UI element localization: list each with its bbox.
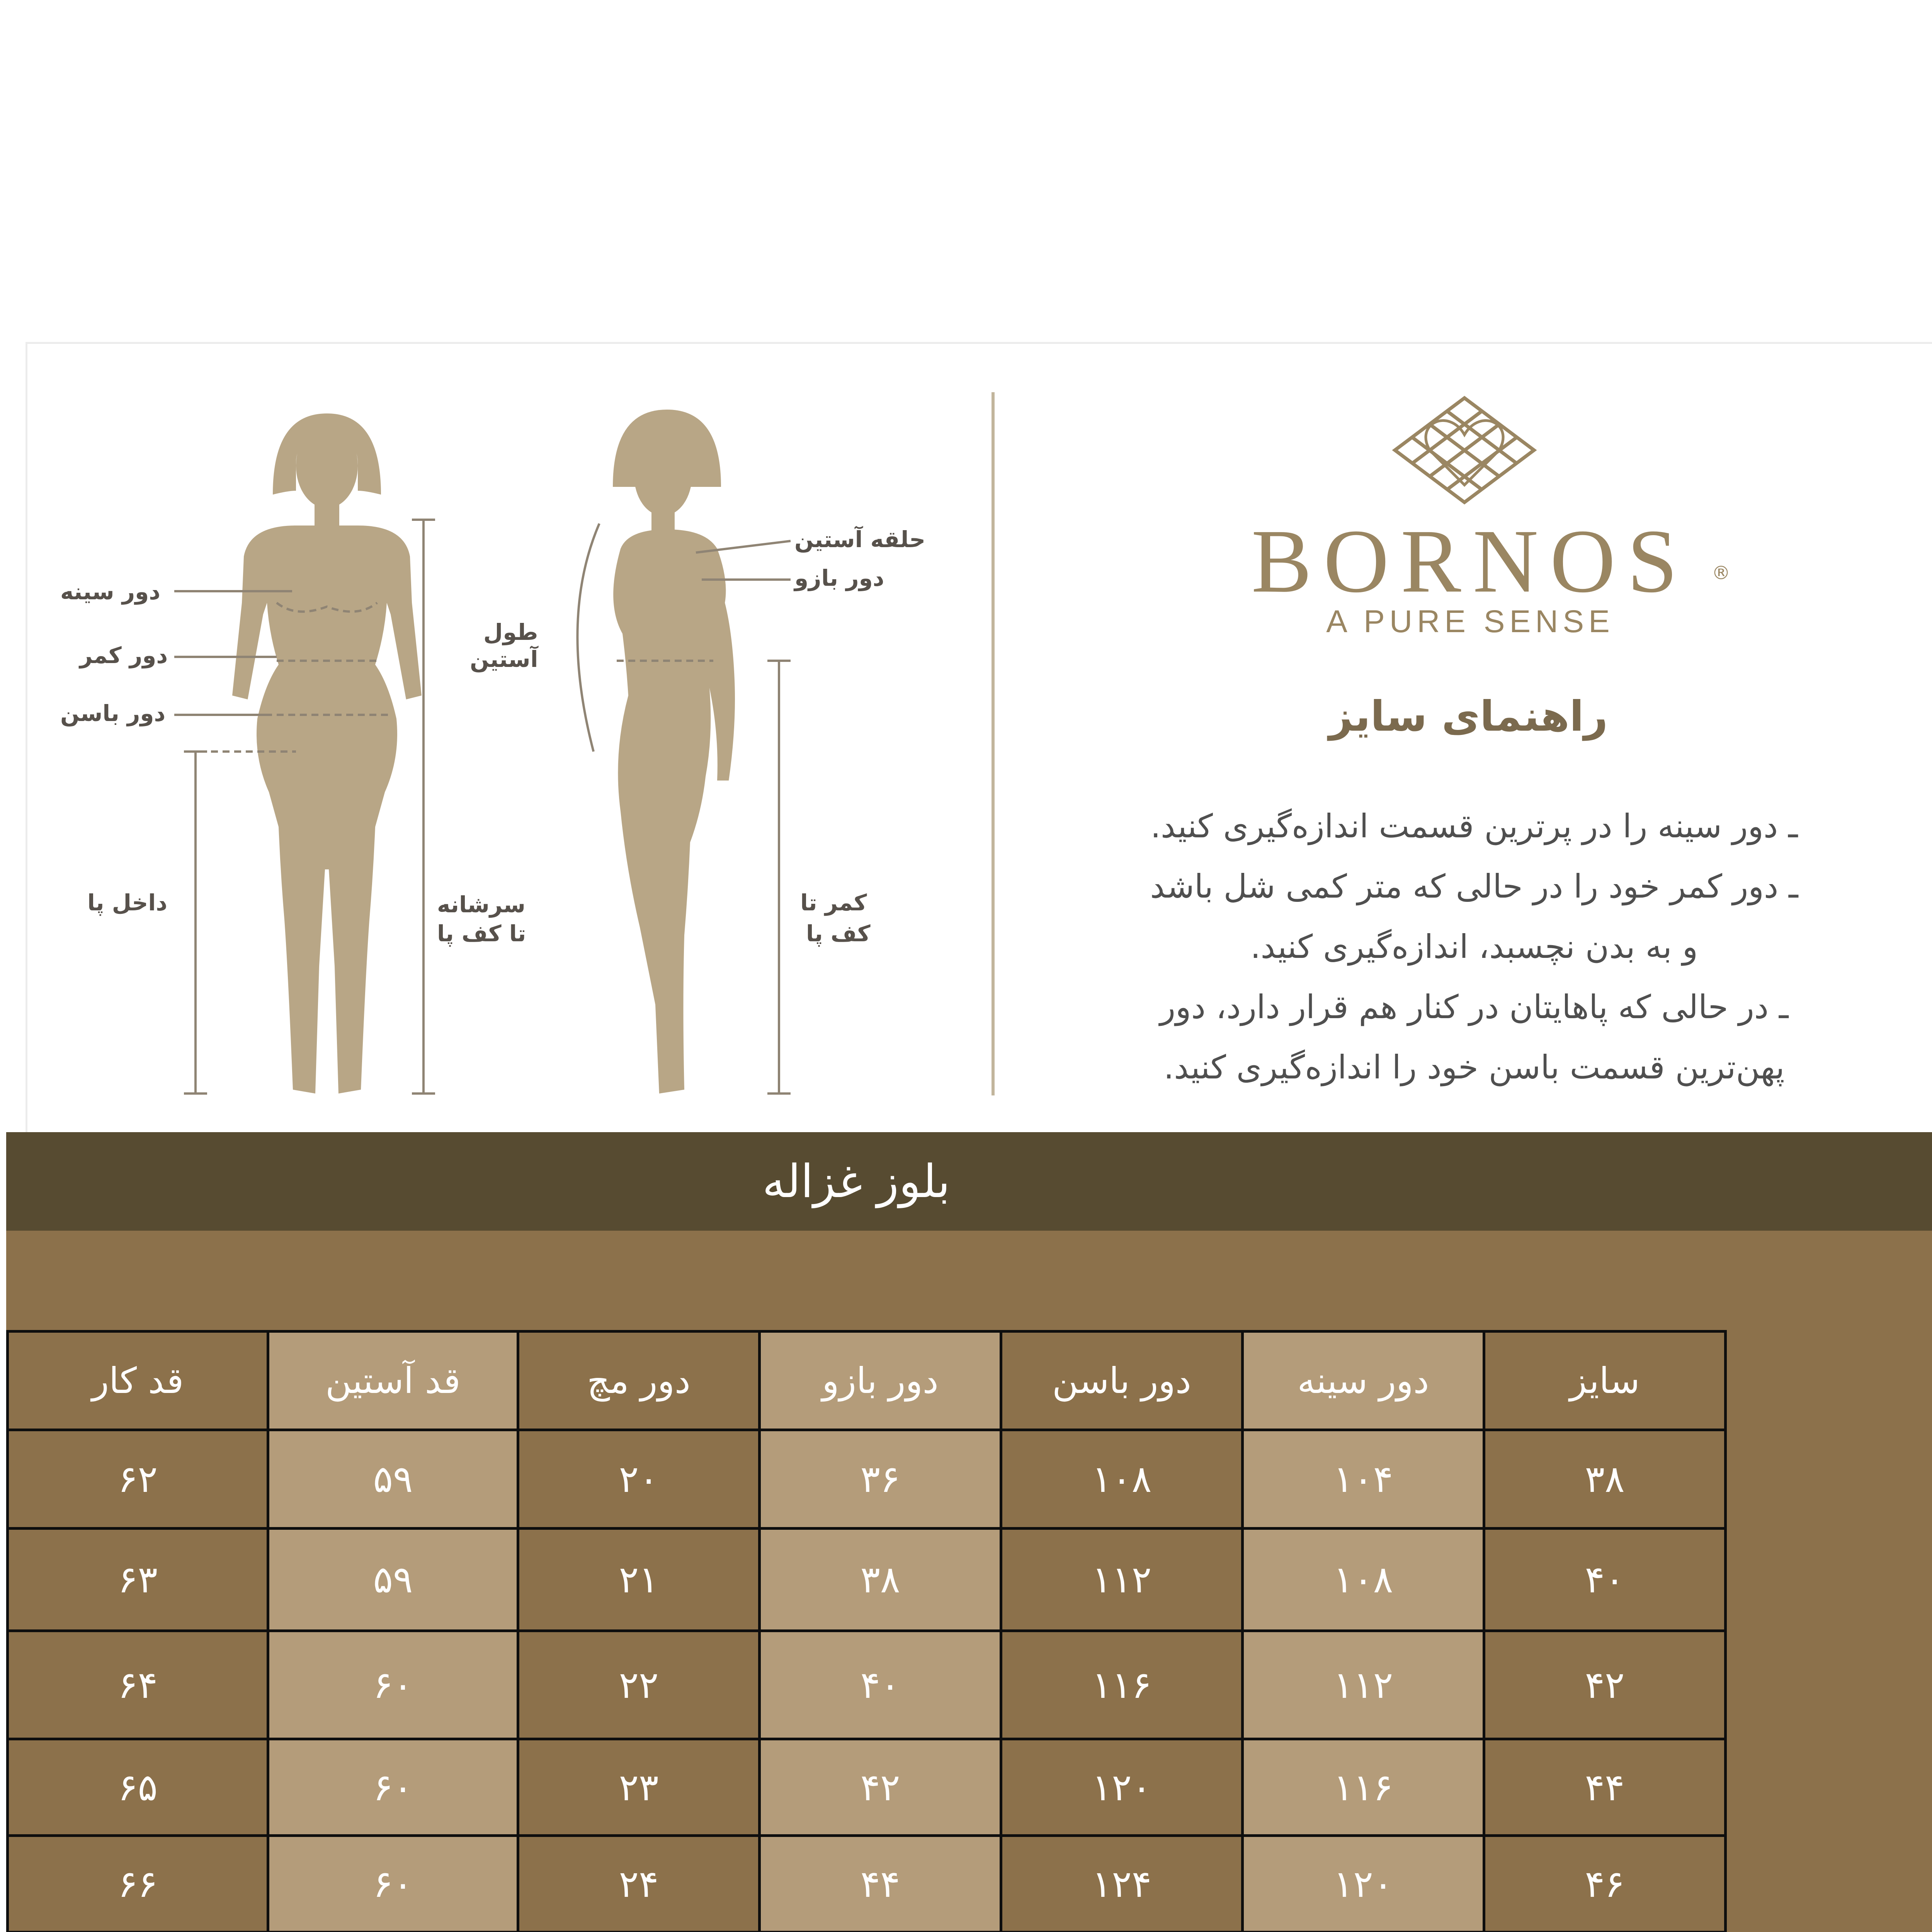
- table-cell: ۴۰: [760, 1631, 1001, 1739]
- table-cell: ۱۲۰: [1001, 1739, 1243, 1836]
- table-cell: ۶۶: [8, 1836, 268, 1932]
- label-shoulder-to-sole-2: تا کف پا: [437, 920, 526, 947]
- table-cell: ۳۸: [1484, 1430, 1726, 1529]
- panel-divider: [992, 392, 995, 1095]
- front-figure: [232, 413, 422, 1094]
- instruction-line: و به بدن نچسبد، اندازه‌گیری کنید.: [1250, 928, 1698, 966]
- label-waist-to-sole-1: کمر تا: [800, 889, 867, 916]
- column-header: دور باسن: [1001, 1332, 1243, 1430]
- table-row: [8, 1631, 1726, 1739]
- label-sleeve-length-2: آستین: [470, 646, 538, 672]
- table-cell: ۱۰۸: [1243, 1529, 1484, 1631]
- table-cell: ۱۲۰: [1243, 1836, 1484, 1932]
- side-figure: [613, 410, 735, 1094]
- column-header: دور بازو: [760, 1332, 1001, 1430]
- table-cell: ۵۹: [268, 1430, 518, 1529]
- table-cell: ۱۱۶: [1001, 1631, 1243, 1739]
- size-table: [6, 1330, 1727, 1932]
- size-guide-title: راهنمای سایز: [1328, 692, 1608, 741]
- label-arm: دور بازو: [794, 565, 884, 591]
- table-cell: ۴۴: [1484, 1739, 1726, 1836]
- table-cell: ۲۴: [518, 1836, 760, 1932]
- table-cell: ۱۱۲: [1001, 1529, 1243, 1631]
- label-sleeve-length-1: طول: [483, 619, 538, 645]
- heart-diamond-emblem-icon: [1383, 392, 1546, 508]
- measurement-instructions: [1043, 796, 1905, 1097]
- table-cell: ۲۲: [518, 1631, 760, 1739]
- table-cell: ۶۴: [8, 1631, 268, 1739]
- instruction-line: پهن‌ترین قسمت باسن خود را اندازه‌گیری کنید.: [1163, 1048, 1785, 1086]
- label-bust: دور سینه: [60, 578, 160, 605]
- column-header: قد کار: [8, 1332, 268, 1430]
- brand-logo: [1213, 392, 1762, 639]
- table-cell: ۵۹: [268, 1529, 518, 1631]
- product-name: بلوز غزاله: [762, 1155, 951, 1208]
- instruction-line: ـ دور کمر خود را در حالی که متر کمی شل باشد: [1150, 867, 1798, 905]
- label-inseam: داخل پا: [87, 889, 167, 916]
- table-cell: ۲۱: [518, 1529, 760, 1631]
- body-measurement-diagram: [26, 386, 968, 1105]
- body-figures-illustration: [26, 386, 968, 1105]
- table-cell: ۲۳: [518, 1739, 760, 1836]
- brand-tagline: A PURE SENSE: [1326, 604, 1614, 639]
- table-cell: ۴۲: [760, 1739, 1001, 1836]
- table-cell: ۶۰: [268, 1739, 518, 1836]
- label-waist: دور کمر: [80, 642, 168, 668]
- table-header-row: [8, 1332, 1726, 1430]
- product-title-bar: [6, 1132, 1932, 1231]
- table-cell: ۶۵: [8, 1739, 268, 1836]
- table-row: [8, 1529, 1726, 1631]
- table-cell: ۳۶: [760, 1430, 1001, 1529]
- label-waist-to-sole-2: کف پا: [806, 920, 871, 947]
- table-cell: ۴۰: [1484, 1529, 1726, 1631]
- table-row: [8, 1739, 1726, 1836]
- size-table-area: [6, 1231, 1932, 1932]
- table-cell: ۳۸: [760, 1529, 1001, 1631]
- table-row: [8, 1836, 1726, 1932]
- label-armhole: حلقه آستین: [794, 526, 926, 553]
- instruction-line: ـ در حالی که پاهایتان در کنار هم قرار دارد، دور: [1160, 988, 1789, 1026]
- table-cell: ۶۰: [268, 1836, 518, 1932]
- column-header: دور مچ: [518, 1332, 760, 1430]
- column-header: سایز: [1484, 1332, 1726, 1430]
- table-cell: ۱۰۴: [1243, 1430, 1484, 1529]
- table-cell: ۴۴: [760, 1836, 1001, 1932]
- table-cell: ۶۳: [8, 1529, 268, 1631]
- table-cell: ۴۲: [1484, 1631, 1726, 1739]
- table-cell: ۱۲۴: [1001, 1836, 1243, 1932]
- table-row: [8, 1430, 1726, 1529]
- instruction-line: ـ دور سینه را در پرترین قسمت اندازه‌گیری کنید.: [1150, 807, 1798, 845]
- label-shoulder-to-sole-1: سرشانه: [437, 891, 526, 918]
- registered-mark: ®: [1712, 562, 1730, 584]
- table-cell: ۱۰۸: [1001, 1430, 1243, 1529]
- brand-name: BORNOS: [1251, 511, 1689, 611]
- table-cell: ۱۱۶: [1243, 1739, 1484, 1836]
- column-header: قد آستین: [268, 1332, 518, 1430]
- table-cell: ۱۱۲: [1243, 1631, 1484, 1739]
- table-cell: ۶۰: [268, 1631, 518, 1739]
- table-cell: ۴۶: [1484, 1836, 1726, 1932]
- column-header: دور سینه: [1243, 1332, 1484, 1430]
- label-hip: دور باسن: [60, 700, 166, 726]
- table-cell: ۶۲: [8, 1430, 268, 1529]
- table-cell: ۲۰: [518, 1430, 760, 1529]
